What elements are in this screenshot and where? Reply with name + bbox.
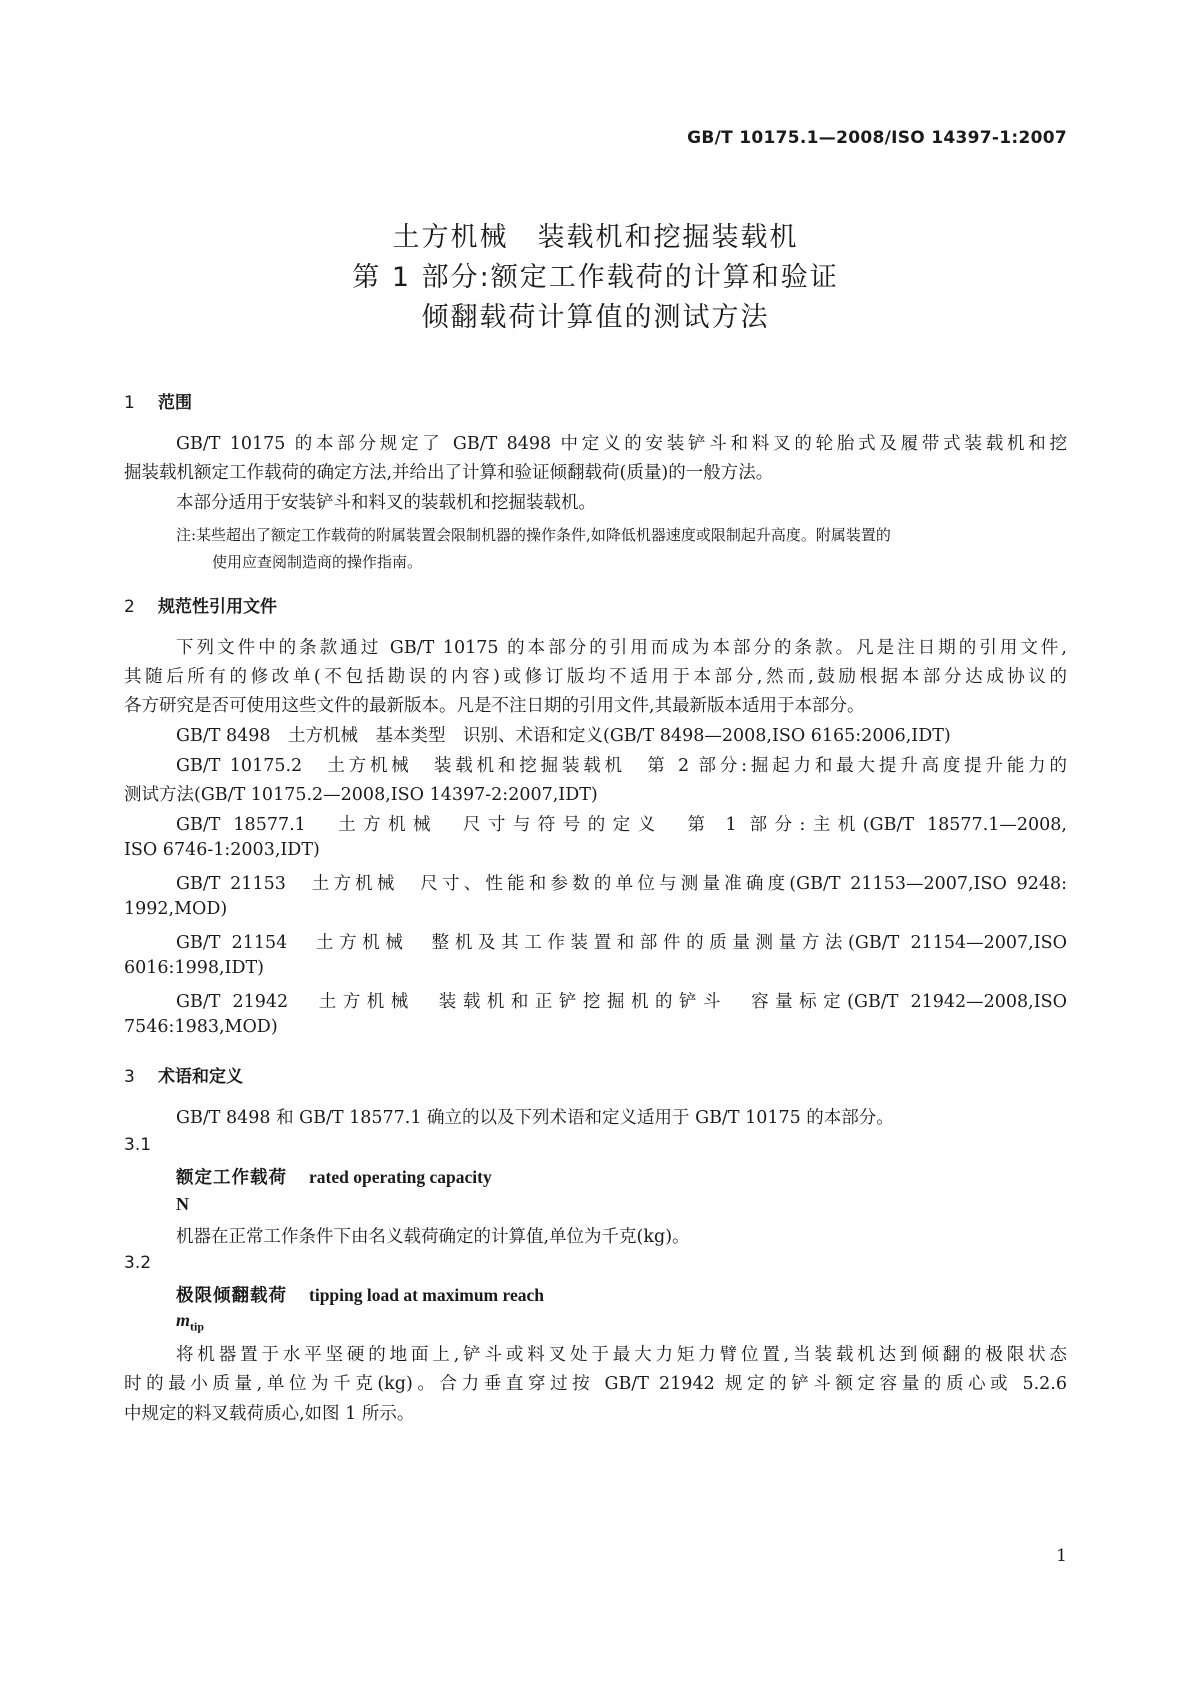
scope-note [176, 524, 1067, 572]
section-3-heading [124, 1062, 243, 1087]
section-number: 3 [124, 1067, 135, 1087]
scope-paragraph-line: GB/T 10175 的本部分规定了 GB/T 8498 中定义的安装铲斗和料叉的轮胎式及履带式装载机和挖 [176, 434, 1067, 454]
reference-item-continued: ISO 6746-1:2003,IDT) [124, 840, 320, 860]
section-number: 2 [124, 597, 135, 617]
term-3-2-definition-line: 中规定的料叉载荷质心,如图 1 所示。 [124, 1404, 415, 1424]
reference-item: GB/T 18577.1 土方机械 尺寸与符号的定义 第 1 部分:主机(GB/T 18577.1—2008, [176, 815, 1067, 835]
reference-item: GB/T 8498 土方机械 基本类型 识别、术语和定义(GB/T 8498—2008,ISO 6165:2006,IDT) [176, 726, 951, 746]
section-2-heading [124, 592, 277, 617]
section-title: 规范性引用文件 [158, 597, 277, 617]
references-intro-line: 各方研究是否可使用这些文件的最新版本。凡是不注日期的引用文件,其最新版本适用于本部分。 [124, 696, 865, 716]
page-number: 1 [1056, 1546, 1067, 1566]
term-3-1-definition: 机器在正常工作条件下由名义载荷确定的计算值,单位为千克(kg)。 [176, 1227, 690, 1247]
clause-3-1-number: 3.1 [124, 1135, 152, 1155]
references-intro-line: 其随后所有的修改单(不包括勘误的内容)或修订版均不适用于本部分,然而,鼓励根据本部分达成协议的 [124, 667, 1067, 687]
section-title: 术语和定义 [158, 1067, 243, 1087]
reference-item: GB/T 21154 土方机械 整机及其工作装置和部件的质量测量方法(GB/T 21154—2007,ISO [176, 933, 1067, 953]
term-3-1-symbol: N [176, 1194, 189, 1214]
term-english: tipping load at maximum reach [309, 1285, 544, 1305]
note-line: 注:某些超出了额定工作载荷的附属装置会限制机器的操作条件,如降低机器速度或限制起升高度。附属装置的 [176, 526, 891, 544]
term-3-2-symbol [176, 1310, 204, 1335]
title-line-2: 第 1 部分:额定工作载荷的计算和验证 [352, 262, 839, 293]
scope-paragraph-line: 掘装载机额定工作载荷的确定方法,并给出了计算和验证倾翻载荷(质量)的一般方法。 [124, 463, 774, 483]
term-chinese: 额定工作载荷 [176, 1168, 287, 1188]
reference-item: GB/T 21942 土方机械 装载机和正铲挖掘机的铲斗 容量标定(GB/T 21942—2008,ISO [176, 992, 1067, 1012]
term-3-2-definition-line: 将机器置于水平坚硬的地面上,铲斗或料叉处于最大力矩力臂位置,当装载机达到倾翻的极限状态 [176, 1345, 1067, 1365]
term-english: rated operating capacity [309, 1167, 492, 1187]
reference-item: GB/T 10175.2 土方机械 装载机和挖掘装载机 第 2 部分:掘起力和最大提升高度提升能力的 [176, 756, 1067, 776]
reference-item-continued: 6016:1998,IDT) [124, 958, 264, 978]
reference-item: GB/T 21153 土方机械 尺寸、性能和参数的单位与测量准确度(GB/T 21153—2007,ISO 9248: [176, 874, 1067, 894]
note-line: 使用应查阅制造商的操作指南。 [212, 553, 423, 571]
title-line-1: 土方机械 装载机和挖掘装载机 [392, 222, 799, 253]
references-intro-line: 下列文件中的条款通过 GB/T 10175 的本部分的引用而成为本部分的条款。凡是注日期的引用文件, [176, 638, 1067, 658]
section-1-heading [124, 388, 192, 413]
title-line-3: 倾翻载荷计算值的测试方法 [421, 302, 770, 333]
standard-code-header: GB/T 10175.1—2008/ISO 14397-1:2007 [687, 128, 1067, 148]
symbol-base: m [176, 1310, 191, 1330]
reference-item-continued: 1992,MOD) [124, 899, 228, 919]
term-3-2 [176, 1282, 544, 1307]
clause-3-2-number: 3.2 [124, 1253, 152, 1273]
term-3-1 [176, 1164, 492, 1189]
symbol-subscript: tip [190, 1319, 205, 1334]
terms-intro: GB/T 8498 和 GB/T 18577.1 确立的以及下列术语和定义适用于 GB/T 10175 的本部分。 [176, 1108, 894, 1128]
reference-item-continued: 7546:1983,MOD) [124, 1017, 278, 1037]
reference-item-continued: 测试方法(GB/T 10175.2—2008,ISO 14397-2:2007,IDT) [124, 785, 598, 805]
section-number: 1 [124, 393, 135, 413]
term-3-2-definition-line: 时的最小质量,单位为千克(kg)。合力垂直穿过按 GB/T 21942 规定的铲斗额定容量的质心或 5.2.6 [124, 1374, 1067, 1394]
scope-applicability: 本部分适用于安装铲斗和料叉的装载机和挖掘装载机。 [176, 493, 596, 513]
section-title: 范围 [158, 393, 192, 413]
term-chinese: 极限倾翻载荷 [176, 1286, 287, 1306]
